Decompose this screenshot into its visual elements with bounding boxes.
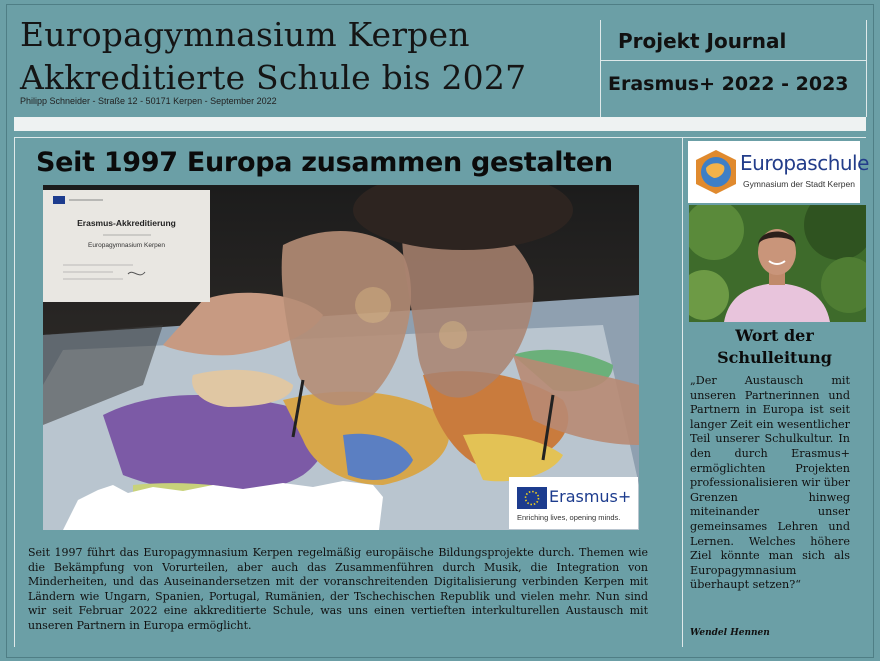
erasmus-plus-badge (509, 477, 638, 529)
masthead-title-line2: Akkreditierte Schule bis 2027 (20, 58, 527, 97)
certificate-school: Europagymnasium Kerpen (88, 242, 165, 249)
eu-flag-icon (517, 487, 547, 509)
logo-wordmark: Europaschule (740, 151, 869, 175)
certificate-title: Erasmus-Akkreditierung (77, 218, 176, 228)
article-body: Seit 1997 führt das Europagymnasium Kerpen regelmäßig europäische Bildungsprojekte durch. Themen wie die Bekämpfung von Vorurteilen, aber auch das Zusammenführen durch Musik, die Integration von Minderheiten, und das Auseinandersetzen mit der voranschreitenden Digitalisierung verbinden Kerpen mit Ländern wie Ungarn, Spanien, Portugal, Rumänien, der Tschechischen Republik und vielen mehr. Nun sind wir seit Februar 2022 eine akkreditierte Schule, was uns einen vertieften interkulturellen Austausch mit unseren Partnern in Europa ermöglicht. (28, 546, 648, 632)
masthead-address: Philipp Schneider - Straße 12 - 50171 Kerpen - September 2022 (20, 96, 277, 106)
logo-subtitle: Gymnasium der Stadt Kerpen (743, 179, 855, 189)
journal-label: Projekt Journal (618, 29, 787, 53)
masthead-divider (600, 60, 866, 61)
article-headline: Seit 1997 Europa zusammen gestalten (36, 147, 613, 178)
column-rule (14, 137, 866, 138)
program-years: Erasmus+ 2022 - 2023 (608, 73, 849, 95)
column-rule (682, 137, 683, 647)
principal-signature: Wendel Hennen (690, 628, 770, 638)
masthead-title-line1: Europagymnasium Kerpen (20, 15, 470, 54)
masthead-divider (600, 20, 601, 117)
erasmus-plus-wordmark: Erasmus+ (549, 487, 632, 506)
accreditation-certificate (43, 190, 210, 302)
portrait-illustration (689, 205, 866, 322)
rule-band (14, 117, 866, 131)
principal-portrait (689, 205, 866, 322)
europaschule-logo (688, 141, 869, 203)
principal-quote: „Der Austausch mit unseren Partnerinnen und Partnern in Europa ist seit langer Zeit ein wesentlicher Teil unserer Schulkultur. In den durch Erasmus+ ermöglichten Projekten professionalisieren wir über Grenzen hinweg miteinander unser gemeinsames Lehren und Lernen. Welches höhere Ziel könnte man sich als Europagymnasium überhaupt setzen?“ (690, 374, 850, 592)
masthead-divider (866, 20, 867, 117)
globe-logo-icon (692, 148, 740, 196)
principal-heading: Wort der Schulleitung (717, 326, 832, 367)
column-rule (14, 137, 15, 647)
erasmus-plus-tagline: Enriching lives, opening minds. (517, 513, 621, 522)
